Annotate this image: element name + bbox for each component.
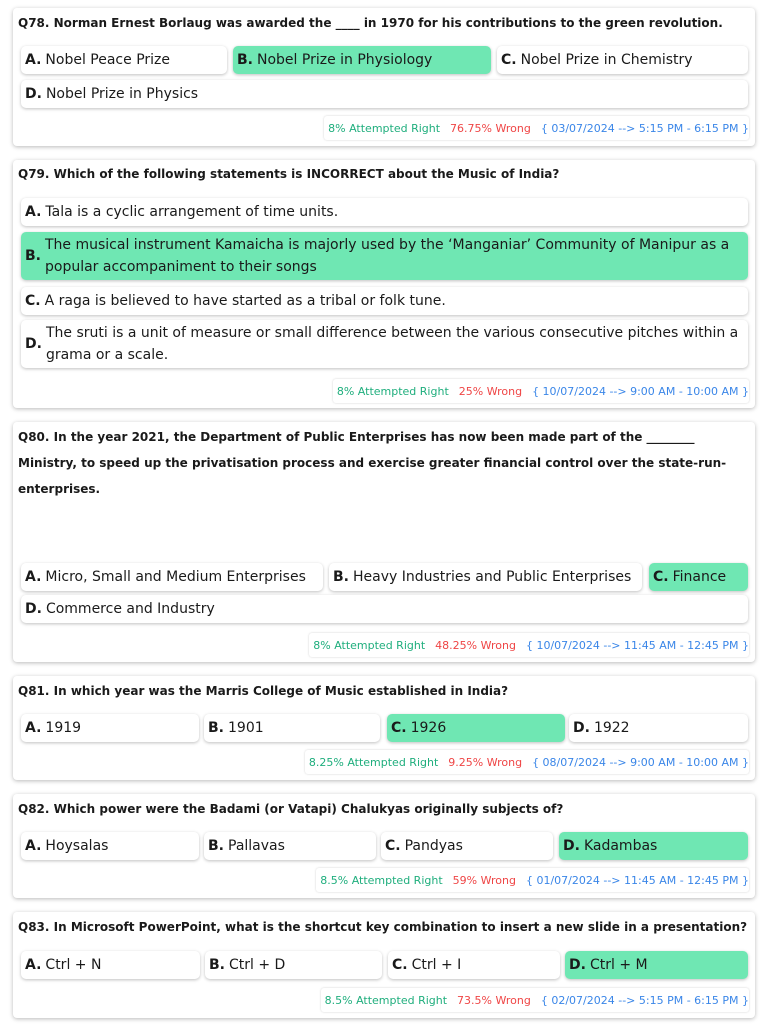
option-a[interactable] — [21, 951, 200, 979]
attempted-right-stat: 8.25% Attempted Right — [308, 755, 439, 769]
option-b[interactable] — [204, 714, 380, 742]
option-b[interactable] — [233, 46, 491, 74]
wrong-stat: 48.25% Wrong — [435, 638, 516, 652]
option-a[interactable] — [21, 714, 199, 742]
option-text: Ctrl + D — [229, 957, 286, 973]
schedule-stat: { 02/07/2024 --> 5:15 PM - 6:15 PM } — [540, 993, 749, 1007]
option-text: Micro, Small and Medium Enterprises — [45, 569, 306, 585]
option-text: Ctrl + I — [411, 957, 462, 973]
option-d[interactable] — [565, 951, 748, 979]
option-letter: C. — [25, 293, 41, 309]
option-text: Kadambas — [583, 838, 658, 854]
option-text: Ctrl + N — [45, 957, 102, 973]
option-text: Heavy Industries and Public Enterprises — [353, 569, 632, 585]
question-text: Q80. In the year 2021, the Department of Public Enterprises has now been made part of the ________ Ministry, to speed up the privatisation process and exercise greater financial control over the state-run-enterprises. — [18, 430, 727, 496]
question-card-q83 — [13, 912, 755, 1018]
option-c[interactable] — [649, 563, 748, 591]
option-c[interactable] — [381, 832, 553, 860]
option-letter: D. — [563, 838, 580, 854]
option-c[interactable] — [497, 46, 748, 74]
question-text: Q83. In Microsoft PowerPoint, what is the shortcut key combination to insert a new slide in a presentation? — [18, 920, 748, 934]
wrong-stat: 9.25% Wrong — [448, 755, 523, 769]
question-card-q79 — [13, 160, 755, 408]
option-letter: D. — [25, 336, 42, 352]
option-letter: C. — [385, 838, 401, 854]
option-text: 1926 — [410, 720, 447, 736]
question-card-q78 — [13, 8, 755, 146]
option-letter: A. — [25, 52, 42, 68]
option-d[interactable] — [559, 832, 748, 860]
option-c[interactable] — [21, 287, 748, 315]
option-a[interactable] — [21, 832, 199, 860]
option-d[interactable] — [21, 80, 748, 108]
option-letter: C. — [392, 957, 408, 973]
option-text: Hoysalas — [45, 838, 109, 854]
option-text: The sruti is a unit of measure or small difference between the various consecutive pitches within a grama or a scale. — [45, 325, 739, 363]
option-text: Ctrl + M — [589, 957, 648, 973]
option-text: 1919 — [45, 720, 82, 736]
attempted-right-stat: 8% Attempted Right — [313, 638, 426, 652]
question-card-q81 — [13, 676, 755, 780]
schedule-stat: { 10/07/2024 --> 11:45 AM - 12:45 PM } — [525, 638, 749, 652]
option-d[interactable] — [21, 595, 748, 623]
option-b[interactable] — [205, 951, 382, 979]
option-letter: A. — [25, 720, 42, 736]
attempted-right-stat: 8% Attempted Right — [336, 384, 449, 398]
option-text: Nobel Prize in Physics — [45, 86, 199, 102]
option-letter: C. — [501, 52, 517, 68]
wrong-stat: 76.75% Wrong — [450, 121, 531, 135]
option-letter: A. — [25, 204, 42, 220]
question-stats — [309, 633, 749, 657]
option-text: Nobel Prize in Physiology — [257, 52, 433, 68]
wrong-stat: 73.5% Wrong — [457, 993, 531, 1007]
wrong-stat: 25% Wrong — [458, 384, 523, 398]
option-a[interactable] — [21, 563, 323, 591]
option-letter: B. — [208, 720, 224, 736]
option-text: 1901 — [228, 720, 264, 736]
option-letter: B. — [208, 838, 224, 854]
question-card-q80 — [13, 422, 755, 662]
attempted-right-stat: 8.5% Attempted Right — [320, 873, 443, 887]
question-text: Q82. Which power were the Badami (or Vatapi) Chalukyas originally subjects of? — [18, 802, 564, 816]
schedule-stat: { 03/07/2024 --> 5:15 PM - 6:15 PM } — [540, 121, 749, 135]
option-text: 1922 — [593, 720, 630, 736]
option-text: Tala is a cyclic arrangement of time units. — [45, 204, 339, 220]
attempted-right-stat: 8.5% Attempted Right — [324, 993, 448, 1007]
schedule-stat: { 08/07/2024 --> 9:00 AM - 10:00 AM } — [532, 755, 749, 769]
option-d[interactable] — [21, 320, 748, 368]
question-stats — [316, 868, 749, 892]
option-letter: B. — [209, 957, 225, 973]
option-letter: A. — [25, 569, 42, 585]
attempted-right-stat: 8% Attempted Right — [328, 121, 441, 135]
option-letter: D. — [569, 957, 586, 973]
option-text: Commerce and Industry — [45, 601, 215, 617]
option-c[interactable] — [388, 951, 560, 979]
question-text: Q79. Which of the following statements is INCORRECT about the Music of India? — [18, 167, 560, 181]
option-text: Pallavas — [228, 838, 285, 854]
option-letter: B. — [25, 248, 41, 264]
wrong-stat: 59% Wrong — [452, 873, 516, 887]
option-letter: B. — [333, 569, 349, 585]
option-text: Nobel Peace Prize — [45, 52, 170, 68]
option-letter: A. — [25, 838, 42, 854]
option-text: A raga is believed to have started as a tribal or folk tune. — [44, 293, 446, 309]
option-c[interactable] — [387, 714, 565, 742]
option-letter: D. — [573, 720, 590, 736]
option-a[interactable] — [21, 198, 748, 226]
option-b[interactable] — [21, 232, 748, 280]
option-b[interactable] — [329, 563, 642, 591]
schedule-stat: { 10/07/2024 --> 9:00 AM - 10:00 AM } — [532, 384, 749, 398]
question-stats — [324, 116, 749, 140]
option-a[interactable] — [21, 46, 227, 74]
question-text: Q78. Norman Ernest Borlaug was awarded the ____ in 1970 for his contributions to the green revolution. — [18, 16, 723, 30]
question-stats — [305, 750, 749, 774]
option-letter: D. — [25, 601, 42, 617]
option-b[interactable] — [204, 832, 376, 860]
option-letter: D. — [25, 86, 42, 102]
question-card-q82 — [13, 794, 755, 898]
option-text: Pandyas — [404, 838, 463, 854]
option-letter: B. — [237, 52, 253, 68]
question-stats — [321, 988, 749, 1012]
option-text: Nobel Prize in Chemistry — [520, 52, 693, 68]
option-text: Finance — [672, 569, 727, 585]
option-letter: C. — [391, 720, 407, 736]
option-letter: C. — [653, 569, 669, 585]
option-letter: A. — [25, 957, 42, 973]
question-stats — [333, 379, 749, 403]
schedule-stat: { 01/07/2024 --> 11:45 AM - 12:45 PM } — [525, 873, 749, 887]
option-d[interactable] — [569, 714, 748, 742]
question-text: Q81. In which year was the Marris College of Music established in India? — [18, 684, 509, 698]
option-text: The musical instrument Kamaicha is majorly used by the ‘Manganiar’ Community of Manipur as a popular accompaniment to their songs — [45, 237, 730, 275]
